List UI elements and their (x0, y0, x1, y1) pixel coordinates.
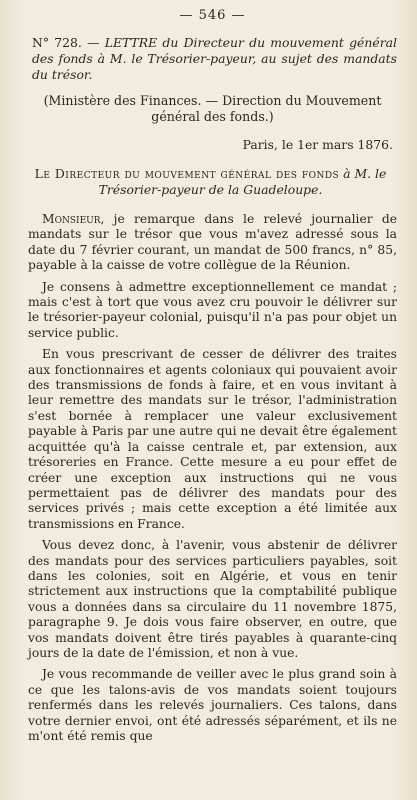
ministry-line: (Ministère des Finances. — Direction du Mouvement général des fonds.) (43, 93, 382, 124)
paragraph: Vous devez donc, à l'avenir, vous abstenir de délivrer des mandats pour des services particuliers payables, soit dans les colonies, soit en Algérie, et vous en tenir strictement aux instructions que la comptabilité publique vous a données dans sa circulaire du 11 novembre 1875, paragraphe 9. Je dois vous faire observer, en outre, que vos mandats doivent être tirés payables à quarante-cinq jours de la date de l'émission, et non à vue. (28, 538, 397, 660)
salutation: Monsieur, (42, 212, 105, 226)
page-number: — 546 — (179, 8, 246, 23)
document-number: N° 728. — (32, 35, 100, 50)
paragraph: Je vous recommande de veiller avec le plus grand soin à ce que les talons-avis de vos mandats soient toujours renfermés dans les relevés journaliers. Ces talons, dans votre dernier envoi, ont été adressés séparément, et ils ne m'ont été remis que (28, 667, 397, 743)
paragraph-text: je remarque dans le relevé journalier de mandats sur le trésor que vous m'avez adressé sous la date du 7 février courant, un mandat de 500 francs, n° 85, payable à la caisse de votre collègue de la Réunion. (28, 212, 397, 273)
address-recipient: à M. le Trésorier-payeur de la Guadeloupe. (98, 166, 387, 197)
paragraph (28, 212, 397, 274)
address-line (28, 166, 393, 198)
paragraph: En vous prescrivant de cesser de délivrer des traites aux fonctionnaires et agents coloniaux qui pouvaient avoir des transmissions de fonds à faire, et en vous invitant à leur remettre des mandats sur le trésor, l'administration s'est bornée à remplacer une valeur exclusivement payable à Paris par une autre qui ne devait être également acquittée qu'à la caisse centrale et, par extension, aux trésoreries en France. Cette mesure a eu pour effet de créer une exception aux instructions qui ne vous permettaient pas de délivrer des mandats pour des services privés ; mais cette exception a été limitée aux transmissions en France. (28, 347, 397, 531)
document-title: LETTRE du Directeur du mouvement général des fonds à M. le Trésorier-payeur, au sujet des mandats du trésor. (32, 35, 397, 82)
address-sender: Le Directeur du mouvement général des fonds (34, 166, 340, 181)
dateline: Paris, le 1er mars 1876. (242, 137, 393, 152)
document-heading (32, 35, 397, 83)
paragraph: Je consens à admettre exceptionnellement ce mandat ; mais c'est à tort que vous avez cru pouvoir le délivrer sur le trésorier-payeur colonial, puisqu'il n'a pas pour objet un service public. (28, 279, 397, 340)
